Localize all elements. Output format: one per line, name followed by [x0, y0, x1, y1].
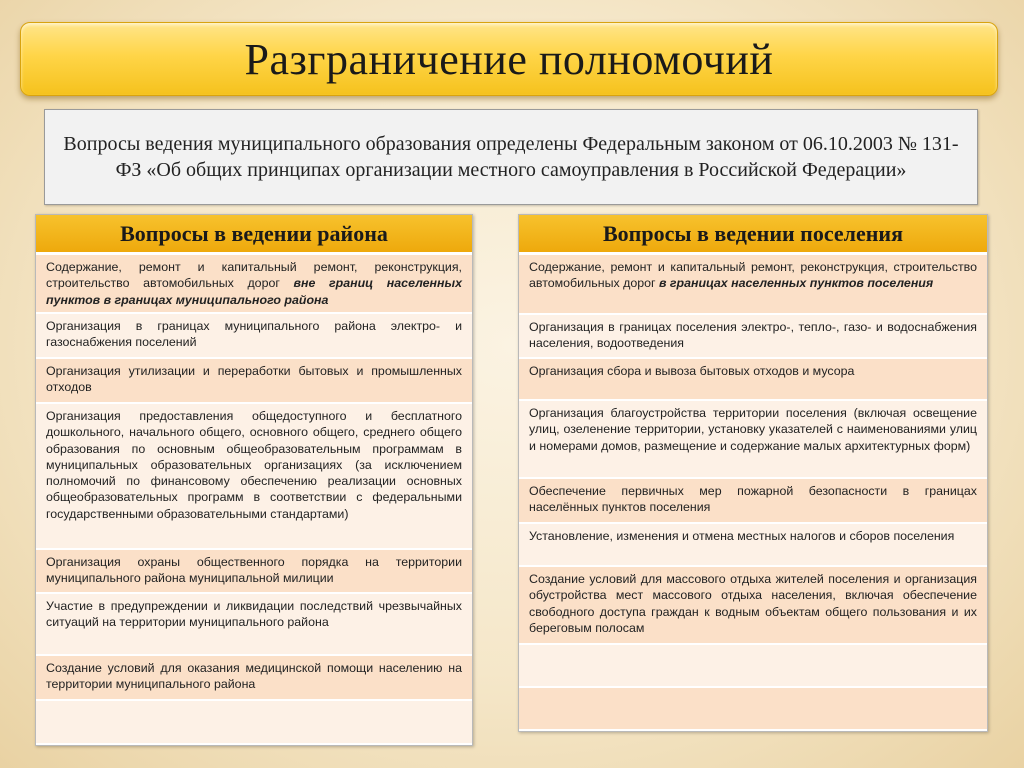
- table-row: Создание условий для оказания медицинской помощи населению на территории муниципального района: [36, 656, 472, 701]
- table-row: [519, 645, 987, 688]
- table-row: Обеспечение первичных мер пожарной безопасности в границах населённых пунктов поселения: [519, 479, 987, 524]
- emphasis-text: вне границ населенных пунктов в границах муниципального района: [46, 276, 462, 307]
- table-row: Содержание, ремонт и капитальный ремонт, реконструкция, строительство автомобильных дорог вне границ населенных пунктов в границах муниципального района: [36, 255, 472, 314]
- table-row: Организация утилизации и переработки бытовых и промышленных отходов: [36, 359, 472, 404]
- emphasis-text: в границах населенных пунктов поселения: [659, 276, 934, 291]
- table-row: Организация в границах поселения электро-, тепло-, газо- и водоснабжения населения, водоотведения: [519, 315, 987, 359]
- table-row: Организация предоставления общедоступного и бесплатного дошкольного, начального общего, основного общего, среднего общего образования по основным общеобразовательным программам в муниципальных образовательных организациях (за исключением полномочий по финансовому обеспечению реализации основных общеобразовательных программ в соответствии с федеральными государственными образовательными стандартами): [36, 404, 472, 550]
- table-row: Участие в предупреждении и ликвидации последствий чрезвычайных ситуаций на территории муниципального района: [36, 594, 472, 656]
- table-row: Организация благоустройства территории поселения (включая освещение улиц, озеленение территории, установку указателей с наименованиями улиц и номерами домов, размещение и содержание малых архитектурных форм): [519, 401, 987, 479]
- intro-text: Вопросы ведения муниципального образования определены Федеральным законом от 06.10.2003 № 131-ФЗ «Об общих принципах организации местного самоуправления в Российской Федерации»: [63, 133, 959, 181]
- table-row: Создание условий для массового отдыха жителей поселения и организация обустройства мест массового отдыха населения, включая обеспечение свободного доступа граждан к водным объектам общего пользования и их береговым полосам: [519, 567, 987, 645]
- table-row: Организация в границах муниципального района электро- и газоснабжения поселений: [36, 314, 472, 359]
- table-row: [36, 701, 472, 745]
- settlement-table: [518, 214, 988, 732]
- district-table: [35, 214, 473, 746]
- slide-title: Разграничение полномочий: [244, 34, 774, 84]
- table-row: Организация сбора и вывоза бытовых отходов и мусора: [519, 359, 987, 401]
- table-row: Содержание, ремонт и капитальный ремонт, реконструкция, строительство автомобильных дорог в границах населенных пунктов поселения: [519, 255, 987, 315]
- table-row: Установление, изменения и отмена местных налогов и сборов поселения: [519, 524, 987, 567]
- intro-box: [44, 109, 978, 205]
- title-banner: [20, 22, 998, 96]
- table-row: [519, 688, 987, 731]
- settlement-table-header: Вопросы в ведении поселения: [519, 215, 987, 255]
- district-table-header: Вопросы в ведении района: [36, 215, 472, 255]
- table-row: Организация охраны общественного порядка на территории муниципального района муниципальной милиции: [36, 550, 472, 594]
